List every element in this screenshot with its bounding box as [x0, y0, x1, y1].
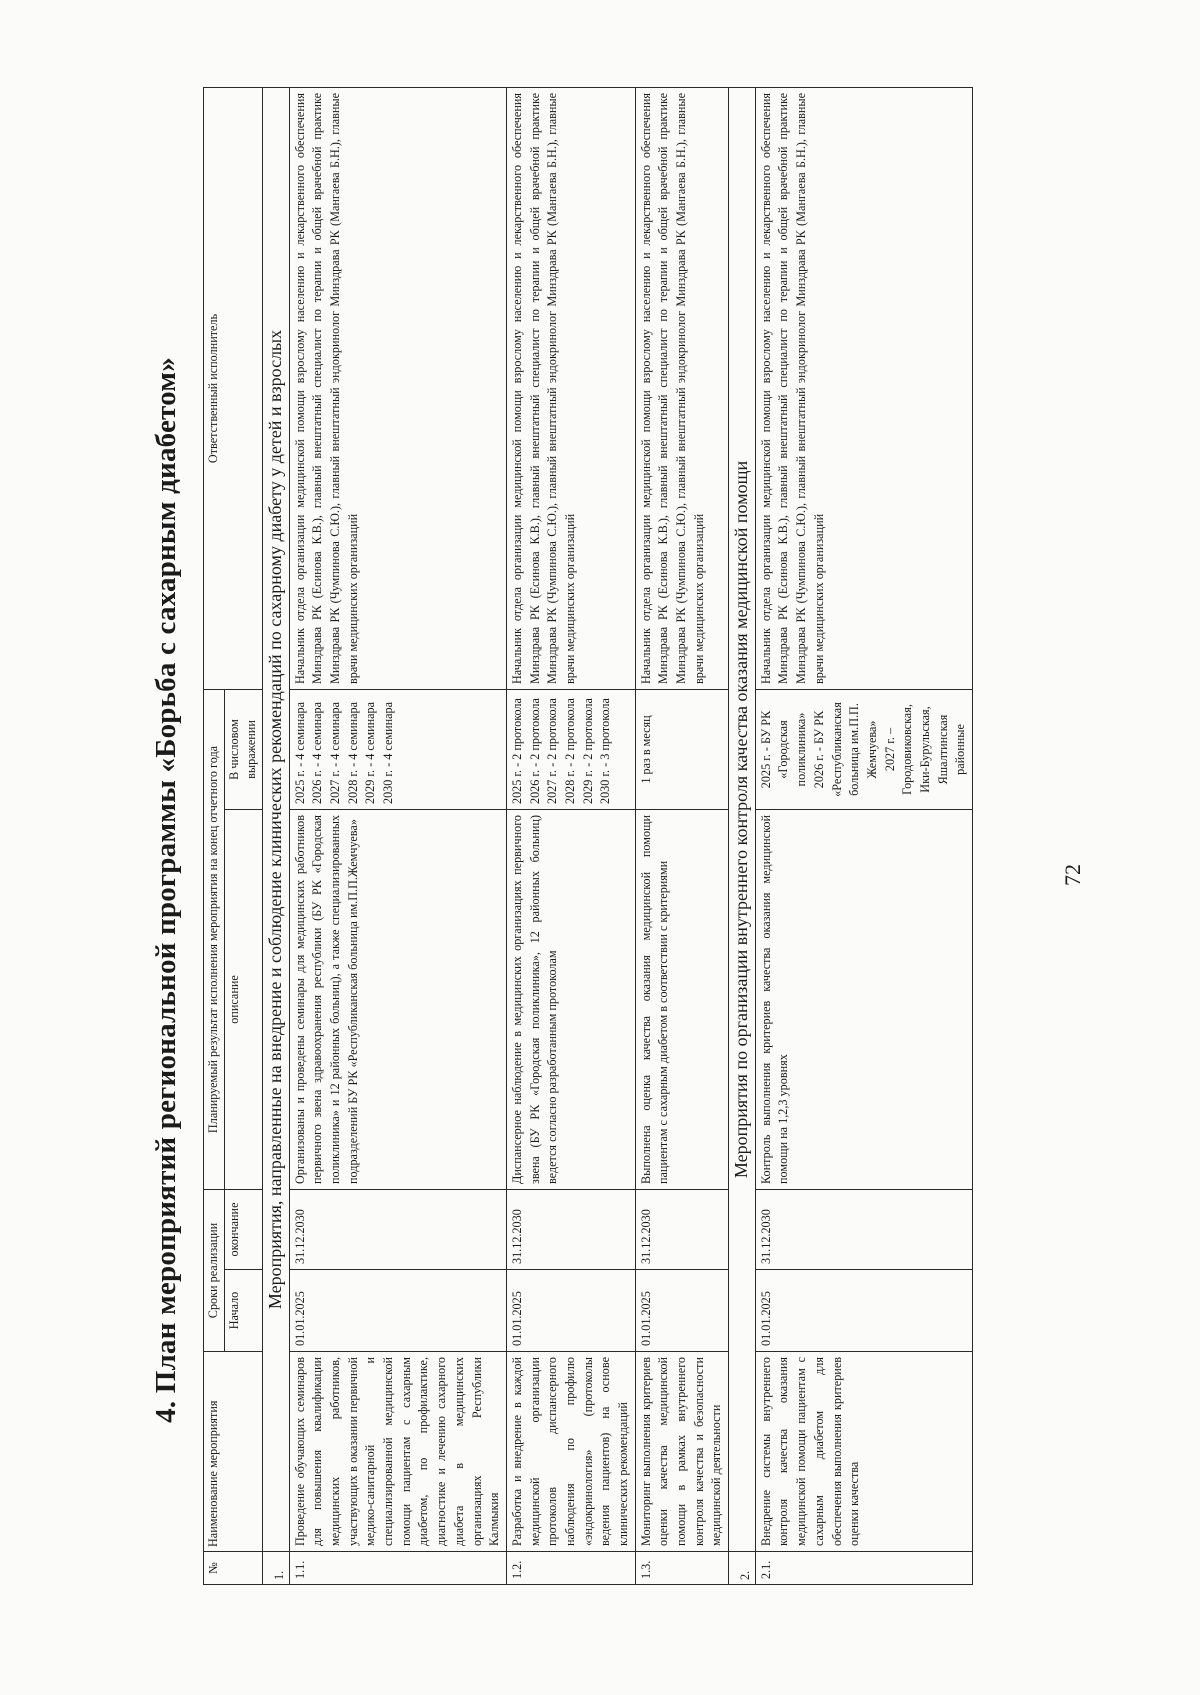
row-name: Внедрение системы внутреннего контроля качества оказания медицинской помощи пациентам с сахарным диабетом для обеспечения выполнения критериев оценки качества: [755, 1352, 972, 1552]
numeric-line: 2027 г. –: [882, 727, 897, 772]
numeric-line: 2026 г. - БУ РК: [811, 710, 826, 789]
numeric-line: 2029 г. - 4 семинара: [363, 701, 378, 804]
numeric-line: 1 раз в месяц: [638, 715, 653, 784]
numeric-line: Жемчуева»: [864, 720, 879, 779]
header-end: окончание: [224, 1190, 262, 1270]
header-numeric: В числовом выражении: [224, 690, 262, 810]
plan-table: [203, 87, 973, 1585]
section-number: 2.: [729, 1552, 756, 1585]
numeric-line: 2026 г. - 4 семинара: [310, 701, 325, 804]
numeric-line: 2025 г. - 4 семинара: [292, 701, 307, 804]
row-name: Мониторинг выполнения критериев оценки качества медицинской помощи в рамках внутреннего контроля качества и безопасности медицинской деятельности: [635, 1352, 728, 1552]
row-numeric: [635, 690, 728, 810]
numeric-line: 2030 г. - 3 протокола: [598, 698, 613, 804]
numeric-line: 2028 г. - 4 семинара: [345, 701, 360, 804]
row-end: 31.12.2030: [289, 1190, 506, 1270]
numeric-line: 2030 г. - 4 семинара: [381, 701, 396, 804]
numeric-line: 2027 г. - 2 протокола: [545, 698, 560, 804]
header-executor: Ответственный исполнитель: [204, 88, 263, 690]
header-number: №: [204, 1552, 263, 1585]
row-name: Разработка и внедрение в каждой медицинской организации протоколов диспансерного наблюдения по профилю «эндокринология» (протоколы ведения пациентов) на основе клинических рекомендаций: [506, 1352, 635, 1552]
numeric-line: 2025 г. - БУ РК: [758, 710, 773, 789]
table-header-row: [204, 88, 225, 1585]
row-name: Проведение обучающих семинаров для повышения квалификации медицинских работников, участвующих в оказании первичной медико-санитарной и специализированной медицинской помощи пациентам с сахарным диабетом, по профилактике, диагностике и лечению сахарного диабета в медицинских организациях Республики Калмыкия: [289, 1352, 506, 1552]
numeric-line: 2025 г. - 2 протокола: [509, 698, 524, 804]
table-row: [755, 88, 972, 1585]
row-number: 2.1.: [755, 1552, 972, 1585]
header-start: Начало: [224, 1270, 262, 1352]
numeric-line: 2027 г. - 4 семинара: [328, 701, 343, 804]
section-row: [263, 88, 290, 1585]
row-description: Выполнена оценка качества оказания медицинской помощи пациентам с сахарным диабетом в соответствии с критериями: [635, 810, 728, 1190]
numeric-line: 2028 г. - 2 протокола: [562, 698, 577, 804]
header-name: Наименование мероприятия: [204, 1352, 263, 1552]
document-title: 4. План мероприятий региональной программы «Борьба с сахарным диабетом»: [150, 357, 182, 1423]
row-end: 31.12.2030: [506, 1190, 635, 1270]
row-start: 01.01.2025: [506, 1270, 635, 1352]
numeric-line: «Республиканская: [829, 702, 844, 797]
numeric-line: Городовиковская,: [900, 704, 915, 795]
numeric-line: больница им.П.П.: [847, 703, 862, 796]
table-row: [506, 88, 635, 1585]
table-row: [289, 88, 506, 1585]
numeric-line: 2026 г. - 2 протокола: [527, 698, 542, 804]
numeric-line: «Городская: [776, 720, 791, 779]
header-description: описание: [224, 810, 262, 1190]
row-description: Организованы и проведены семинары для медицинских работников первичного звена здравоохранения республики (БУ РК «Городская поликлиника» и 12 районных больниц), а также специализированных подразделений БУ РК «Республиканская больница им.П.П.Жемчуева»: [289, 810, 506, 1190]
row-numeric: [289, 690, 506, 810]
table-row: [635, 88, 728, 1585]
row-number: 1.1.: [289, 1552, 506, 1585]
row-executor: Начальник отдела организации медицинской помощи взрослому населению и лекарственного обеспечения Минздрава РК (Есинова К.В.), главный внештатный специалист по терапии и общей врачебной практике Минздрава РК (Чумпинова С.Ю.), главный внештатный эндокринолог Минздрава РК (Мангаева Б.Н.), главные врачи медицинских организаций: [506, 88, 635, 690]
numeric-line: поликлиника»: [794, 712, 809, 787]
row-numeric: [506, 690, 635, 810]
numeric-line: Ики-Бурульская,: [917, 706, 932, 793]
header-terms: Сроки реализации: [204, 1190, 225, 1352]
row-executor: Начальник отдела организации медицинской помощи взрослому населению и лекарственного обеспечения Минздрава РК (Есинова К.В.), главный внештатный специалист по терапии и общей врачебной практике Минздрава РК (Чумпинова С.Ю.), главный внештатный эндокринолог Минздрава РК (Мангаева Б.Н.), главные врачи медицинских организаций: [755, 88, 972, 690]
header-result: Планируемый результат исполнения мероприятия на конец отчетного года: [204, 690, 225, 1190]
row-end: 31.12.2030: [635, 1190, 728, 1270]
row-numeric: [755, 690, 972, 810]
row-start: 01.01.2025: [289, 1270, 506, 1352]
row-start: 01.01.2025: [755, 1270, 972, 1352]
row-description: Диспансерное наблюдение в медицинских организациях первичного звена (БУ РК «Городская поликлиника», 12 районных больниц) ведется согласно разработанным протоколам: [506, 810, 635, 1190]
section-title: Мероприятия по организации внутреннего контроля качества оказания медицинской помощи: [729, 88, 756, 1552]
section-number: 1.: [263, 1552, 290, 1585]
row-number: 1.2.: [506, 1552, 635, 1585]
row-executor: Начальник отдела организации медицинской помощи взрослому населению и лекарственного обеспечения Минздрава РК (Есинова К.В.), главный внештатный специалист по терапии и общей врачебной практике Минздрава РК (Чумпинова С.Ю.), главный внештатный эндокринолог Минздрава РК (Мангаева Б.Н.), главные врачи медицинских организаций: [289, 88, 506, 690]
numeric-line: Яшалтинская районные: [935, 714, 968, 785]
section-row: [729, 88, 756, 1585]
section-title: Мероприятия, направленные на внедрение и соблюдение клинических рекомендаций по сахарному диабету у детей и взрослых: [263, 88, 290, 1552]
page-number: 72: [1060, 864, 1085, 886]
numeric-line: 2029 г. - 2 протокола: [580, 698, 595, 804]
row-description: Контроль выполнения критериев качества оказания медицинской помощи на 1,2,3 уровнях: [755, 810, 972, 1190]
row-start: 01.01.2025: [635, 1270, 728, 1352]
row-executor: Начальник отдела организации медицинской помощи взрослому населению и лекарственного обеспечения Минздрава РК (Есинова К.В.), главный внештатный специалист по терапии и общей врачебной практике Минздрава РК (Чумпинова С.Ю.), главный внештатный эндокринолог Минздрава РК (Мангаева Б.Н.), главные врачи медицинских организаций: [635, 88, 728, 690]
row-end: 31.12.2030: [755, 1190, 972, 1270]
row-number: 1.3.: [635, 1552, 728, 1585]
